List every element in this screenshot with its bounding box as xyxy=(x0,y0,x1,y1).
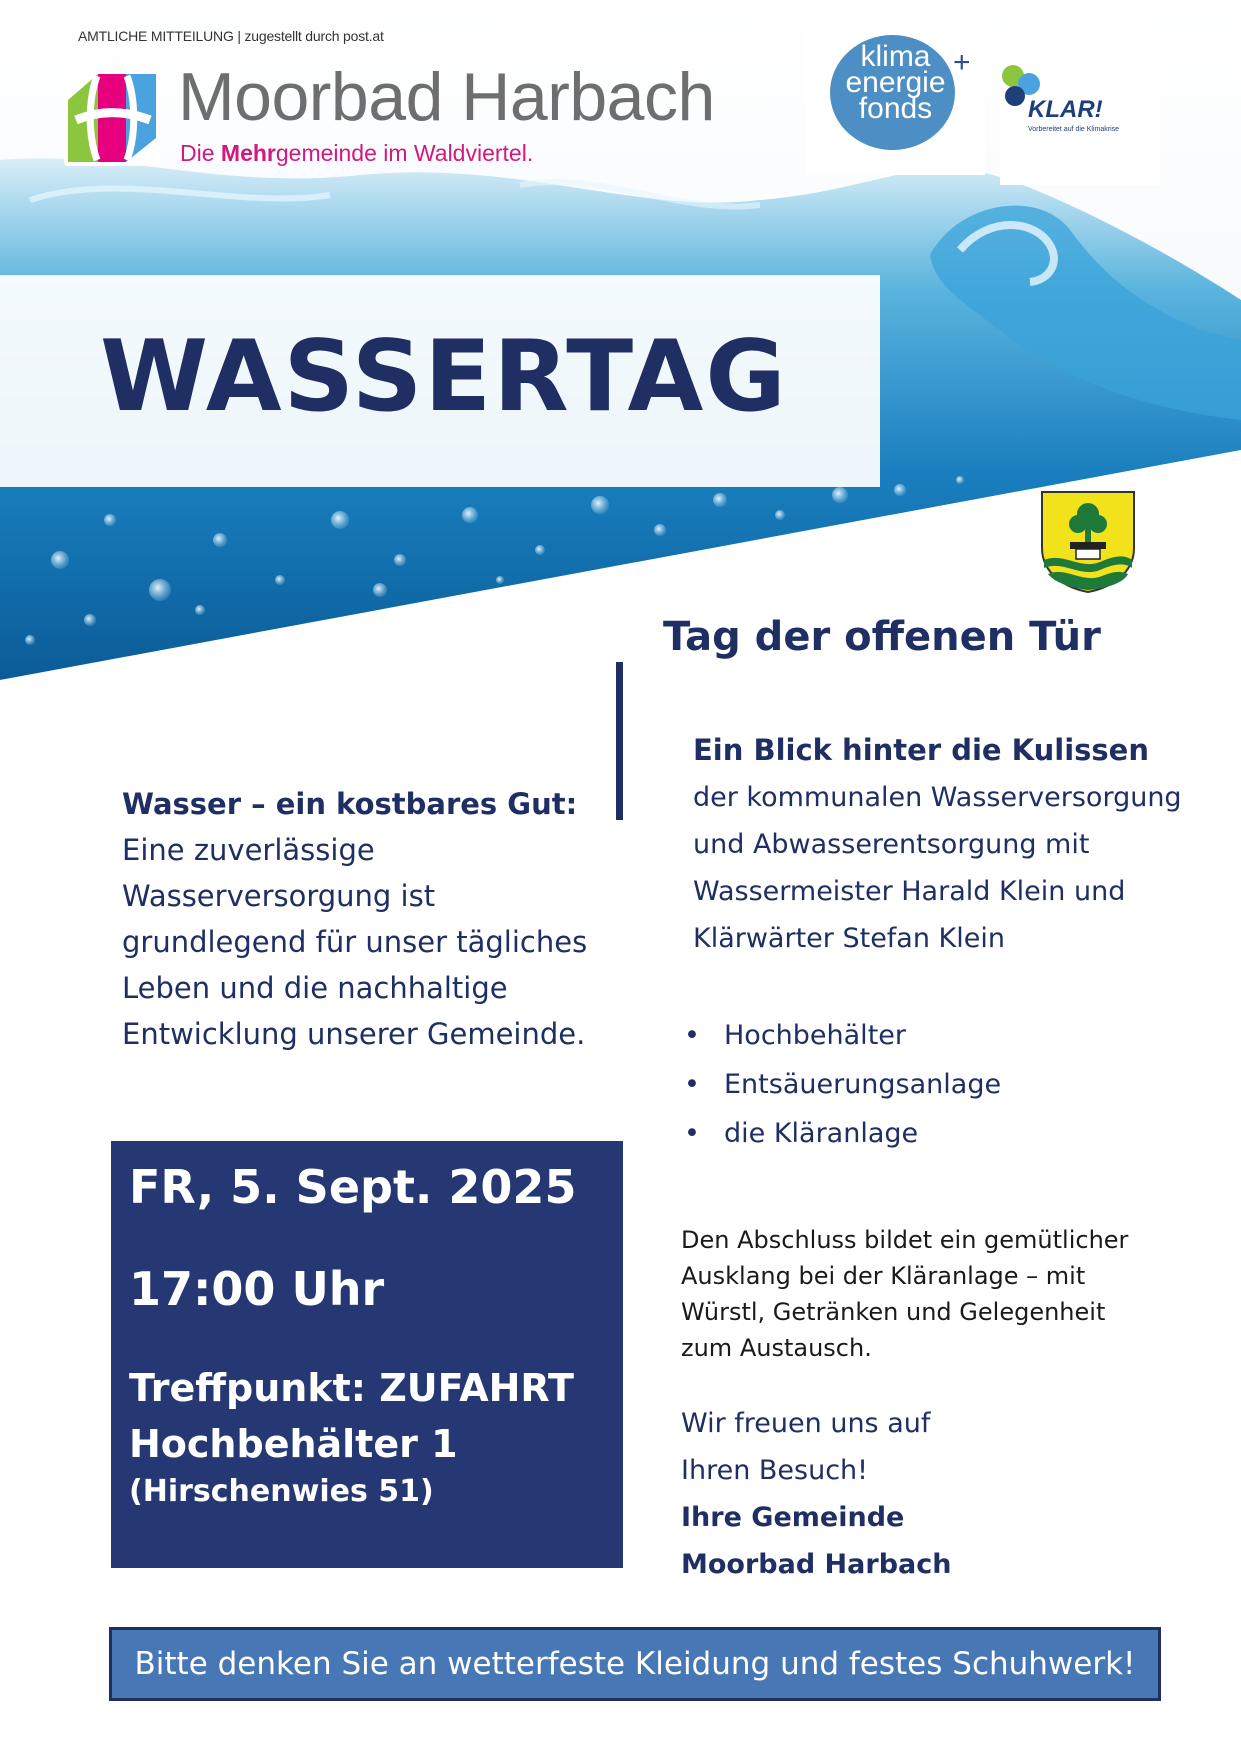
intro-left-text: Wasser – ein kostbares Gut: Eine zuverlässige Wasserversorgung ist grundlegend für unser tägliches Leben und die nachhaltige Entwicklung unserer Gemeinde. xyxy=(122,787,588,1051)
event-time: 17:00 Uhr xyxy=(129,1262,385,1316)
brand-title: Moorbad Harbach xyxy=(178,59,715,135)
intro-right-text: Ein Blick hinter die Kulissen der kommunalen Wasserversorgung und Abwasserentsorgung mit Wassermeister Harald Klein und Klärwärter Stefan Klein xyxy=(693,733,1182,954)
list-item: • Entsäuerungsanlage xyxy=(680,1060,1001,1109)
municipal-crest-icon xyxy=(1040,490,1136,594)
facility-list xyxy=(680,1011,1001,1158)
list-item: • Hochbehälter xyxy=(680,1011,1001,1060)
section-heading-open-day: Tag der offenen Tür xyxy=(663,614,1101,660)
notice-banner-text: Bitte denken Sie an wetterfeste Kleidung und festes Schuhwerk! xyxy=(134,1646,1136,1682)
klima-logo-text: klima energie fonds xyxy=(845,40,946,125)
klima-plus-icon: + xyxy=(953,46,971,79)
event-date: FR, 5. Sept. 2025 xyxy=(129,1160,577,1214)
klar-logo-tagline: Vorbereitet auf die Klimakrise xyxy=(1028,126,1120,133)
official-notice-label: AMTLICHE MITTEILUNG | zugestellt durch post.at xyxy=(78,28,384,44)
meeting-address: (Hirschenwies 51) xyxy=(129,1474,434,1509)
meeting-point: Treffpunkt: ZUFAHRT Hochbehälter 1 xyxy=(129,1366,574,1466)
closing-text: Den Abschluss bildet ein gemütlicher Ausklang bei der Kläranlage – mit Würstl, Getränken und Gelegenheit zum Austausch. xyxy=(681,1226,1129,1362)
list-item: • die Kläranlage xyxy=(680,1109,1001,1158)
page-title: WASSERTAG xyxy=(100,320,788,434)
thanks-signature: Wir freuen uns auf Ihren Besuch! Ihre Gemeinde Moorbad Harbach xyxy=(681,1408,952,1580)
brand-subtitle: Die Mehrgemeinde im Waldviertel. xyxy=(180,140,534,166)
klar-logo-text: KLAR! xyxy=(1028,96,1103,123)
moorbad-harbach-logo-icon xyxy=(64,70,160,166)
